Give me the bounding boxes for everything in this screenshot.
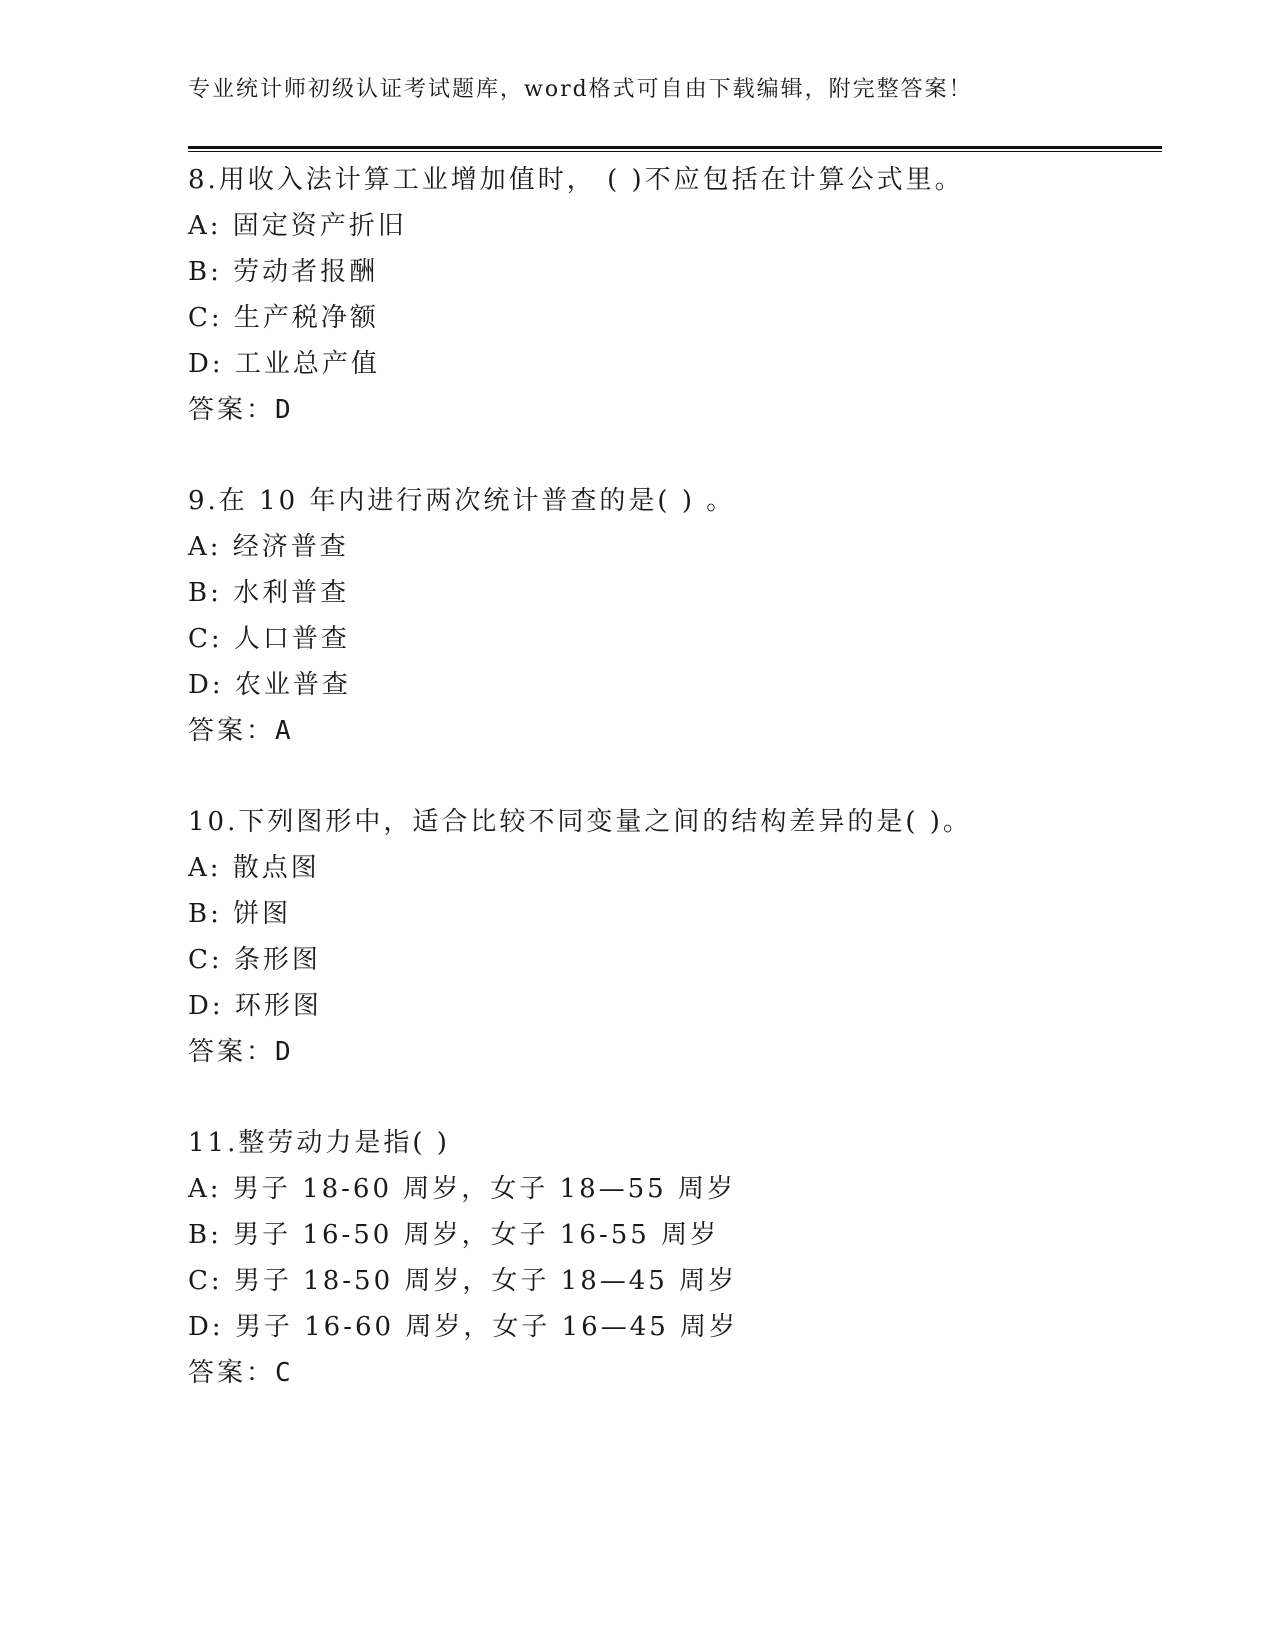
option-b: B: 饼图 bbox=[188, 899, 292, 929]
option-b: B: 劳动者报酬 bbox=[188, 257, 379, 287]
question-8 bbox=[188, 157, 1168, 433]
option-a: A: 经济普查 bbox=[188, 532, 349, 562]
question-9 bbox=[188, 478, 1168, 754]
answer-row bbox=[188, 708, 1168, 754]
answer-row bbox=[188, 1350, 1168, 1396]
question-11 bbox=[188, 1120, 1168, 1396]
answer-label: 答案： bbox=[188, 395, 276, 425]
answer-label: 答案： bbox=[188, 1037, 276, 1067]
answer-value: D bbox=[275, 1037, 294, 1067]
question-10 bbox=[188, 799, 1168, 1075]
option-b: B: 男子 16-50 周岁，女子 16-55 周岁 bbox=[188, 1220, 720, 1250]
question-stem: 10.下列图形中，适合比较不同变量之间的结构差异的是( )。 bbox=[188, 807, 972, 837]
answer-value: A bbox=[275, 716, 294, 746]
option-a: A: 男子 18-60 周岁，女子 18—55 周岁 bbox=[188, 1174, 736, 1204]
answer-row bbox=[188, 1029, 1168, 1075]
answer-row bbox=[188, 387, 1168, 433]
answer-value: C bbox=[275, 1358, 294, 1388]
header-divider bbox=[188, 146, 1162, 152]
question-stem: 11.整劳动力是指( ) bbox=[188, 1128, 450, 1158]
option-b: B: 水利普查 bbox=[188, 578, 350, 608]
option-c: C: 人口普查 bbox=[188, 624, 350, 654]
option-d: D: 男子 16-60 周岁，女子 16—45 周岁 bbox=[188, 1312, 739, 1342]
option-a: A: 固定资产折旧 bbox=[188, 211, 407, 241]
option-d: D: 环形图 bbox=[188, 991, 322, 1021]
page-header: 专业统计师初级认证考试题库，word格式可自由下载编辑，附完整答案！ bbox=[188, 77, 973, 102]
answer-value: D bbox=[275, 395, 294, 425]
option-d: D: 工业总产值 bbox=[188, 349, 380, 379]
question-stem: 9.在 10 年内进行两次统计普查的是( ) 。 bbox=[188, 486, 736, 516]
question-stem: 8.用收入法计算工业增加值时， ( )不应包括在计算公式里。 bbox=[188, 165, 964, 195]
option-c: C: 条形图 bbox=[188, 945, 321, 975]
answer-label: 答案： bbox=[188, 716, 276, 746]
option-d: D: 农业普查 bbox=[188, 670, 351, 700]
option-c: C: 男子 18-50 周岁，女子 18—45 周岁 bbox=[188, 1266, 738, 1296]
option-a: A: 散点图 bbox=[188, 853, 320, 883]
option-c: C: 生产税净额 bbox=[188, 303, 379, 333]
answer-label: 答案： bbox=[188, 1358, 276, 1388]
